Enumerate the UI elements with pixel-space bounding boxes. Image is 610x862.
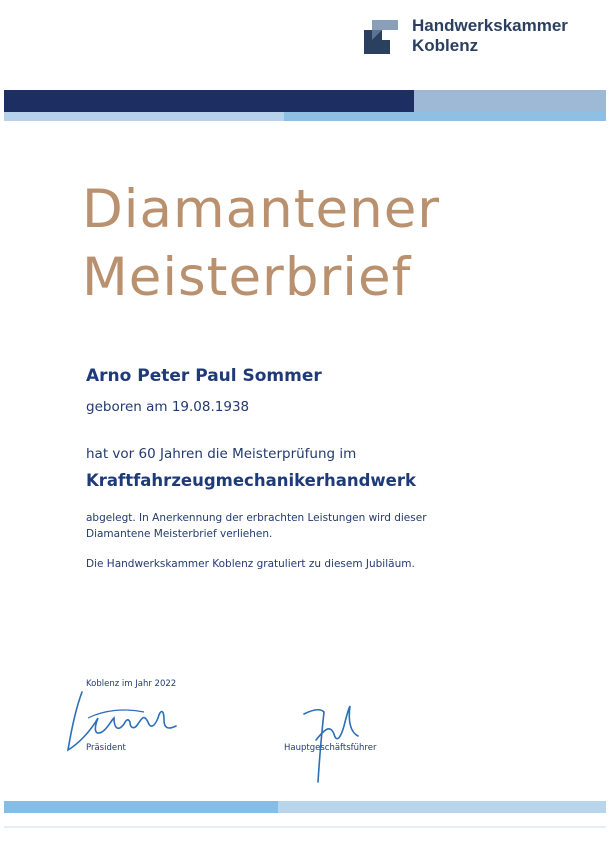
recognition-paragraph (86, 510, 586, 542)
hwk-logo-icon (362, 18, 400, 56)
certificate-title (82, 176, 602, 312)
top-band-dark (4, 90, 414, 112)
trade-name: Kraftfahrzeugmechanikerhandwerk (86, 471, 416, 490)
president-label: Präsident (86, 743, 126, 753)
logo-line-2: Koblenz (412, 36, 479, 55)
place-and-year: Koblenz im Jahr 2022 (86, 679, 177, 689)
bottom-band-right (278, 801, 606, 813)
birth-date: geboren am 19.08.1938 (86, 399, 250, 415)
organization-logo (362, 16, 602, 60)
title-line-2: Meisterbrief (82, 247, 412, 308)
congratulations-text: Die Handwerkskammer Koblenz gratuliert zu diesem Jubiläum. (86, 558, 415, 570)
exam-statement: hat vor 60 Jahren die Meisterprüfung im (86, 446, 357, 462)
recipient-name: Arno Peter Paul Sommer (86, 366, 322, 386)
bottom-divider (4, 826, 606, 828)
ceo-label: Hauptgeschäftsführer (284, 743, 377, 753)
top-band-thin-left (4, 112, 284, 121)
logo-line-1: Handwerkskammer (412, 16, 568, 35)
paragraph-line-1: abgelegt. In Anerkennung der erbrachten Leistungen wird dieser (86, 512, 427, 524)
organization-name (412, 16, 568, 56)
bottom-band-left (4, 801, 278, 813)
title-line-1: Diamantener (82, 179, 441, 240)
top-band-thin-right (284, 112, 606, 121)
paragraph-line-2: Diamantene Meisterbrief verliehen. (86, 528, 273, 540)
top-band-light (414, 90, 606, 112)
